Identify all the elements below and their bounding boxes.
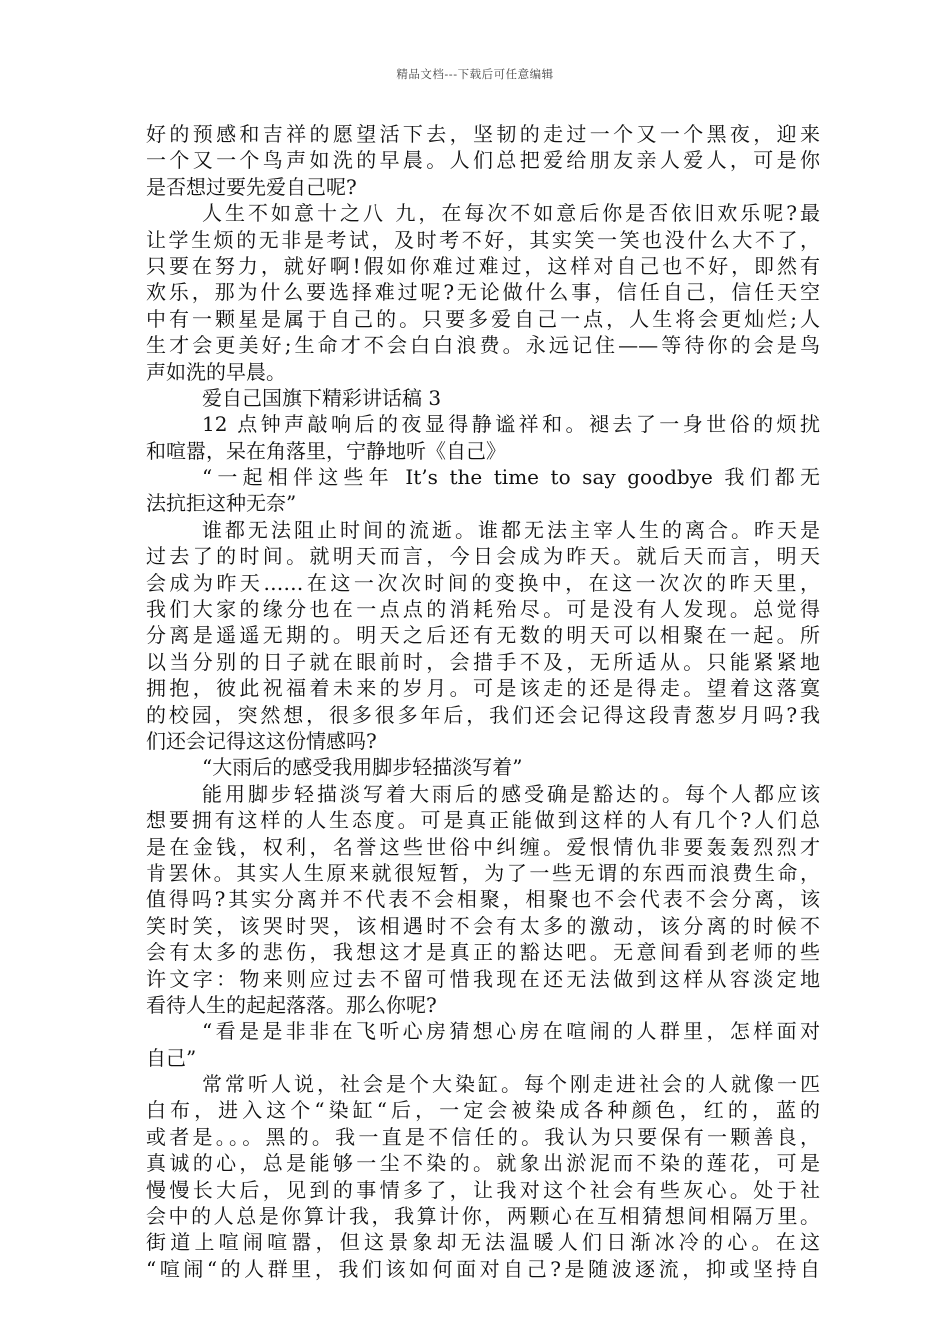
text-line: 中有一颗星是属于自己的。只要多爱自己一点，人生将会更灿烂;人: [146, 306, 820, 331]
text-line: 白布，进入这个“染缸“后，一定会被染成各种颜色，红的，蓝的: [146, 1098, 820, 1123]
text-line: 的校园，突然想，很多很多年后，我们还会记得这段青葱岁月吗?我: [146, 702, 820, 727]
text-line: 街道上喧闹喧嚣，但这景象却无法温暖人们日渐冰冷的心。在这: [146, 1230, 820, 1255]
text-line: 声如洗的早晨。: [146, 359, 286, 384]
text-line: 肯罢休。其实人生原来就很短暂，为了一些无谓的东西而浪费生命，: [146, 860, 820, 885]
text-line: “一起相伴这些年 It’s the time to say goodbye 我们都无: [202, 465, 820, 490]
text-line: 谁都无法阻止时间的流逝。谁都无法主宰人生的离合。昨天是: [202, 517, 820, 542]
text-line: 人生不如意十之八 九，在每次不如意后你是否依旧欢乐呢?最: [202, 201, 820, 226]
text-line: 生才会更美好;生命才不会白白浪费。永远记住——等待你的会是鸟: [146, 333, 820, 358]
text-line: 欢乐，那为什么要选择难过呢?无论做什么事，信任自己，信任天空: [146, 280, 820, 305]
text-line: 慢慢长大后，见到的事情多了，让我对这个社会有些灰心。处于社: [146, 1177, 820, 1202]
text-line: 拥抱，彼此祝福着未来的岁月。可是该走的还是得走。望着这落寞: [146, 676, 820, 701]
text-line: 是在金钱，权利，名誉这些世俗中纠缠。爱恨情仇非要轰轰烈烈才: [146, 834, 820, 859]
text-line: 以当分别的日子就在眼前时，会措手不及，无所适从。只能紧紧地: [146, 649, 820, 674]
text-line: “喧闹“的人群里，我们该如何面对自己?是随波逐流，抑或坚持自: [146, 1256, 820, 1281]
text-line: 会成为昨天……在这一次次时间的变换中，在这一次次的昨天里，: [146, 570, 820, 595]
text-line: 或者是。。。黑的。我一直是不信任的。我认为只要保有一颗善良，: [146, 1124, 820, 1149]
text-line: 爱自己国旗下精彩讲话稿 3: [202, 385, 442, 410]
text-line: 会中的人总是你算计我，我算计你，两颗心在互相猜想间相隔万里。: [146, 1204, 820, 1229]
text-line: 真诚的心，总是能够一尘不染的。就象出淤泥而不染的莲花，可是: [146, 1151, 820, 1176]
text-line: 值得吗?其实分离并不代表不会相聚，相聚也不会代表不会分离，该: [146, 887, 820, 912]
text-line: 笑时笑，该哭时哭，该相遇时不会有太多的激动，该分离的时候不: [146, 913, 820, 938]
text-line: 自己”: [146, 1045, 197, 1070]
text-line: 常常听人说，社会是个大染缸。每个刚走进社会的人就像一匹: [202, 1072, 820, 1097]
text-line: 我们大家的缘分也在一点点的消耗殆尽。可是没有人发现。总觉得: [146, 597, 820, 622]
text-line: 12 点钟声敲响后的夜显得静谧祥和。褪去了一身世俗的烦扰: [202, 412, 820, 437]
text-line: “大雨后的感受我用脚步轻描淡写着”: [202, 755, 523, 780]
body-text: [146, 121, 820, 1282]
text-line: 过去了的时间。就明天而言，今日会成为昨天。就后天而言，明天: [146, 544, 820, 569]
text-line: 们还会记得这这份情感吗?: [146, 728, 377, 753]
text-line: 只要在努力，就好啊!假如你难过难过，这样对自己也不好，即然有: [146, 253, 820, 278]
text-line: 让学生烦的无非是考试，及时考不好，其实笑一笑也没什么大不了，: [146, 227, 820, 252]
text-line: 和喧嚣，呆在角落里，宁静地听《自己》: [146, 438, 506, 463]
text-line: 法抗拒这种无奈”: [146, 491, 297, 516]
text-line: 好的预感和吉祥的愿望活下去，坚韧的走过一个又一个黑夜，迎来: [146, 122, 820, 146]
text-line: 是否想过要先爱自己呢?: [146, 174, 357, 199]
text-line: 想要拥有这样的人生态度。可是真正能做到这样的人有几个?人们总: [146, 808, 820, 833]
text-line: 分离是遥遥无期的。明天之后还有无数的明天可以相聚在一起。所: [146, 623, 820, 648]
text-line: 许文字：物来则应过去不留可惜我现在还无法做到这样从容淡定地: [146, 966, 820, 991]
text-line: 看待人生的起起落落。那么你呢?: [146, 992, 437, 1017]
text-line: “看是是非非在飞听心房猜想心房在喧闹的人群里，怎样面对: [202, 1019, 820, 1044]
text-line: 会有太多的悲伤，我想这才是真正的豁达吧。无意间看到老师的些: [146, 940, 820, 965]
text-line: 一个又一个鸟声如洗的早晨。人们总把爱给朋友亲人爱人，可是你: [146, 148, 820, 173]
page-header: 精品文档---下载后可任意编辑: [396, 67, 554, 81]
text-line: 能用脚步轻描淡写着大雨后的感受确是豁达的。每个人都应该: [202, 781, 820, 806]
